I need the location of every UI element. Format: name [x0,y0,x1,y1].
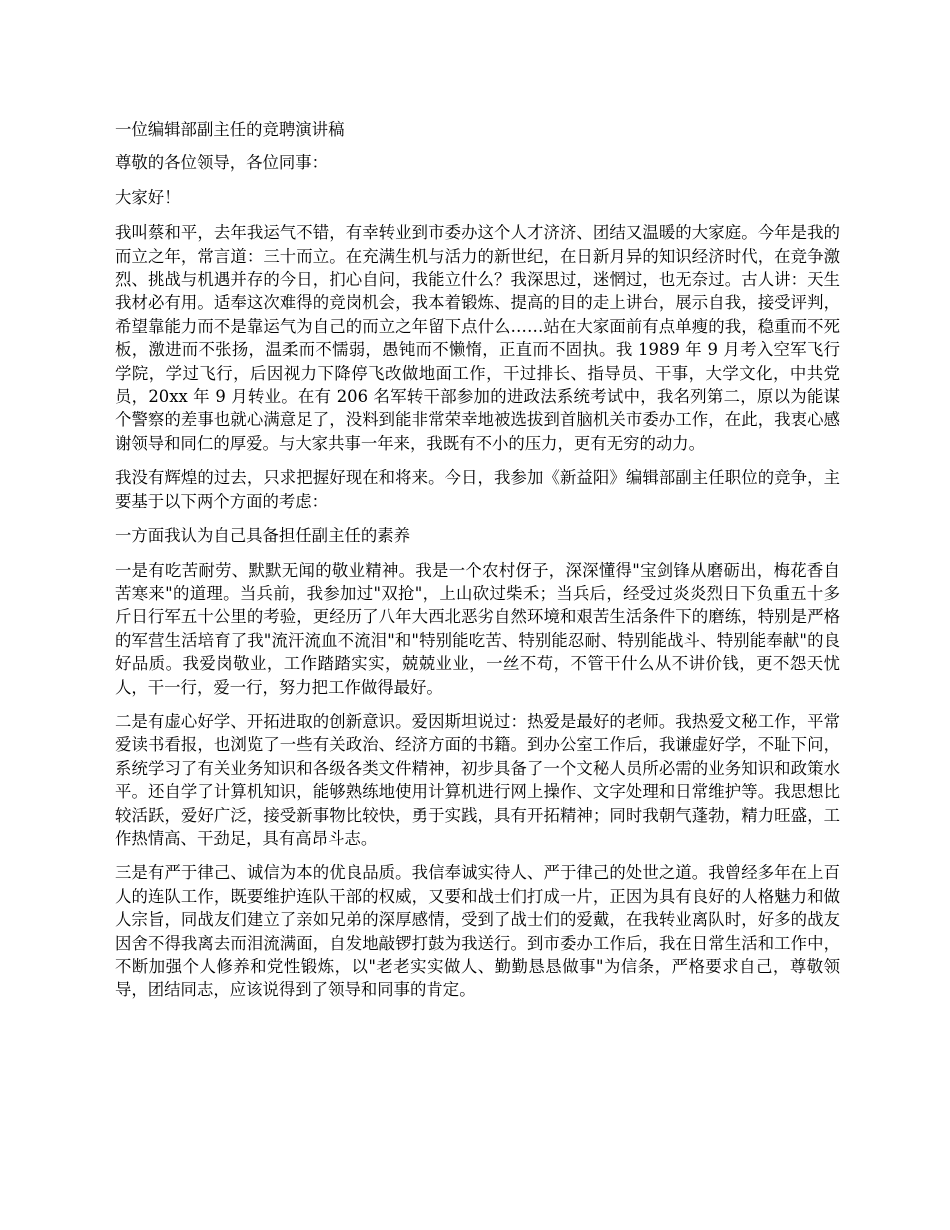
paragraph-point-two: 二是有虚心好学、开拓进取的创新意识。爱因斯坦说过：热爱是最好的老师。我热爱文秘工作，平常爱读书看报，也浏览了一些有关政治、经济方面的书籍。到办公室工作后，我谦虚好学，不耻下问，系统学习了有关业务知识和各级各类文件精神，初步具备了一个文秘人员所必需的业务知识和政策水平。还自学了计算机知识，能够熟练地使用计算机进行网上操作、文字处理和日常维护等。我思想比较活跃，爱好广泛，接受新事物比较快，勇于实践，具有开拓精神；同时我朝气蓬勃，精力旺盛，工作热情高、干劲足，具有高昂斗志。 [115,711,840,848]
paragraph-point-three: 三是有严于律己、诚信为本的优良品质。我信奉诚实待人、严于律己的处世之道。我曾经多年在上百人的连队工作，既要维护连队干部的权威，又要和战士们打成一片，正因为具有良好的人格魅力和做人宗旨，同战友们建立了亲如兄弟的深厚感情，受到了战士们的爱戴，在我转业离队时，好多的战友因舍不得我离去而泪流满面，自发地敲锣打鼓为我送行。到市委办工作后，我在日常生活和工作中，不断加强个人修养和党性锻炼，以"老老实实做人、勤勤恳恳做事"为信条，严格要求自己，尊敬领导，团结同志，应该说得到了领导和同事的肯定。 [115,863,840,1000]
section-heading: 一方面我认为自己具备担任副主任的素养 [115,526,411,546]
greeting: 大家好！ [115,187,181,207]
document-title: 一位编辑部副主任的竞聘演讲稿 [115,120,345,139]
document-page [115,118,840,1013]
paragraph-motivation: 我没有辉煌的过去，只求把握好现在和将来。今日，我参加《新益阳》编辑部副主任职位的竞争，主要基于以下两个方面的考虑： [115,468,840,511]
salutation: 尊敬的各位领导，各位同事： [115,153,329,173]
paragraph-point-one: 一是有吃苦耐劳、默默无闻的敬业精神。我是一个农村伢子，深深懂得"宝剑锋从磨砺出，梅花香自苦寒来"的道理。当兵前，我参加过"双抢"，上山砍过柴禾；当兵后，经受过炎炎烈日下负重五十多斤日行军五十公里的考验，更经历了八年大西北恶劣自然环境和艰苦生活条件下的磨练，特别是严格的军营生活培育了我"流汗流血不流泪"和"特别能吃苦、特别能忍耐、特别能战斗、特别能奉献"的良好品质。我爱岗敬业，工作踏踏实实，兢兢业业，一丝不苟，不管干什么从不讲价钱，更不怨天忧人，干一行，爱一行，努力把工作做得最好。 [115,560,840,697]
paragraph-introduction: 我叫蔡和平，去年我运气不错，有幸转业到市委办这个人才济济、团结又温暖的大家庭。今年是我的而立之年，常言道：三十而立。在充满生机与活力的新世纪，在日新月异的知识经济时代，在竞争激烈、挑战与机遇并存的今日，扪心自问，我能立什么？我深思过，迷惘过，也无奈过。古人讲：天生我材必有用。适奉这次难得的竞岗机会，我本着锻炼、提高的目的走上讲台，展示自我，接受评判，希望靠能力而不是靠运气为自己的而立之年留下点什么……站在大家面前有点单瘦的我，稳重而不死板，激进而不张扬，温柔而不懦弱，愚钝而不懒惰，正直而不固执。我 1989 年 9 月考入空军飞行学院，学过飞行，后因视力下降停飞改做地面工作，干过排长、指导员、干事，大学文化，中共党员，20xx 年 9 月转业。在有 206 名军转干部参加的进政法系统考试中，我名列第二，原以为能谋个警察的差事也就心满意足了，没料到能非常荣幸地被选拔到首脑机关市委办工作，在此，我衷心感谢领导和同仁的厚爱。与大家共事一年来，我既有不小的压力，更有无穷的动力。 [115,223,840,453]
